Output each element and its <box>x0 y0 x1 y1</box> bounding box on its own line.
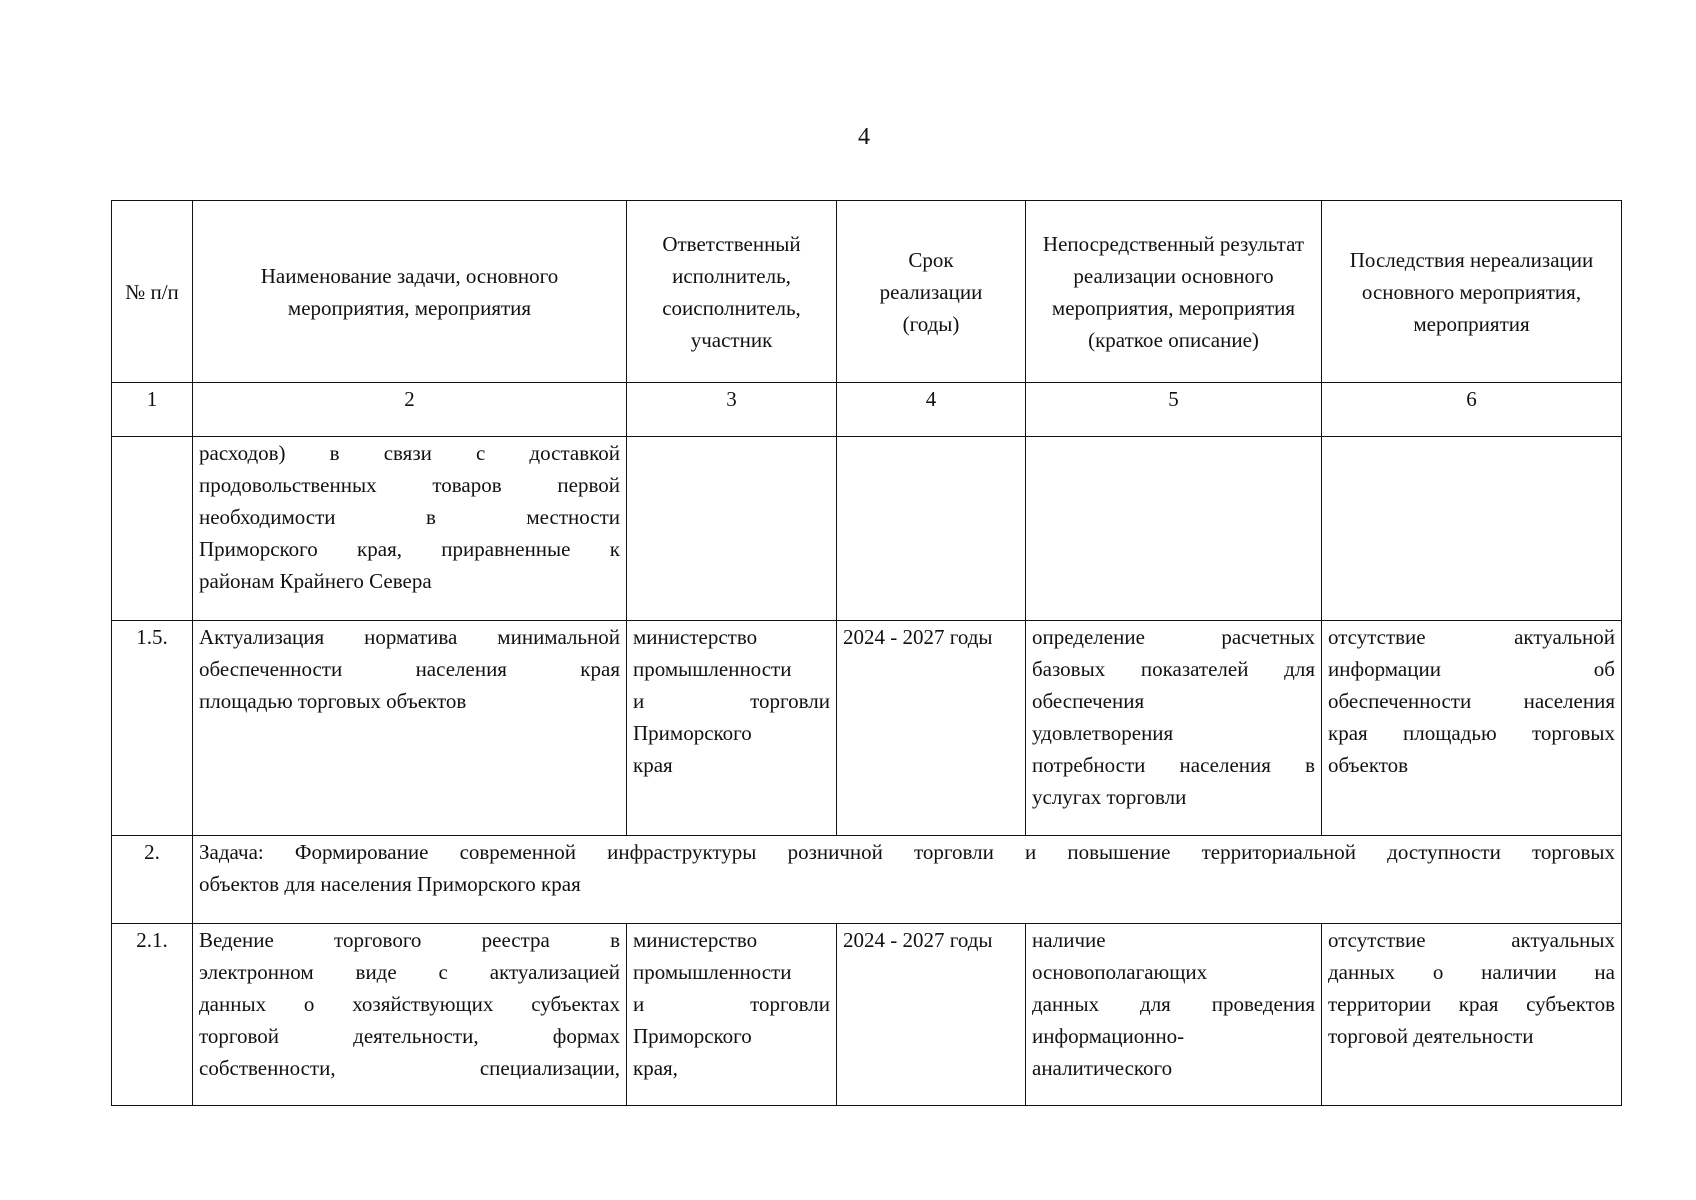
column-number: 6 <box>1322 383 1622 437</box>
text-line: торговой деятельности <box>1328 1024 1534 1048</box>
text-line: информации об <box>1328 657 1615 681</box>
task-name-cell <box>193 437 627 621</box>
table-row-2 <box>112 836 1622 924</box>
text-line: объектов <box>1328 753 1409 777</box>
row-number-cell: 2. <box>112 836 193 924</box>
activities-table <box>111 200 1622 1106</box>
text-line: основополагающих <box>1032 960 1208 984</box>
text-line: расходов) в связи с доставкой <box>199 441 620 465</box>
text-line: края, <box>633 1056 678 1080</box>
text-line: районам Крайнего Севера <box>199 569 432 593</box>
text-line: обеспеченности населения края <box>199 657 620 681</box>
header-consequences: Последствия нереализации основного мероприятия, мероприятия <box>1322 201 1622 383</box>
column-number: 3 <box>627 383 837 437</box>
executor-cell <box>627 437 837 621</box>
text-line: продовольственных товаров первой <box>199 473 620 497</box>
result-cell <box>1026 621 1322 836</box>
text-line: министерство <box>633 625 758 649</box>
row-number-cell: 2.1. <box>112 924 193 1106</box>
table-row-continuation <box>112 437 1622 621</box>
column-number: 2 <box>193 383 627 437</box>
text-line: базовых показателей для <box>1032 657 1315 681</box>
text-line: Приморского <box>633 721 752 745</box>
text-line: промышленности <box>633 960 792 984</box>
text-line: аналитического <box>1032 1056 1173 1080</box>
result-cell <box>1026 437 1322 621</box>
column-number: 4 <box>837 383 1026 437</box>
text-line: данных о наличии на <box>1328 960 1615 984</box>
row-number-cell: 1.5. <box>112 621 193 836</box>
header-task-name: Наименование задачи, основного мероприятия, мероприятия <box>193 201 627 383</box>
result-cell <box>1026 924 1322 1106</box>
table-row-1-5 <box>112 621 1622 836</box>
consequences-cell <box>1322 437 1622 621</box>
text-line: и торговли <box>633 992 830 1016</box>
text-line: наличие <box>1032 928 1106 952</box>
column-number: 5 <box>1026 383 1322 437</box>
text-line: края площадью торговых <box>1328 721 1615 745</box>
executor-cell <box>627 924 837 1106</box>
text-line: услугах торговли <box>1032 785 1187 809</box>
consequences-cell <box>1322 924 1622 1106</box>
term-cell: 2024 - 2027 годы <box>837 621 1026 836</box>
header-executor: Ответственный исполнитель, соисполнитель, участник <box>627 201 837 383</box>
text-line: электронном виде с актуализацией <box>199 960 620 984</box>
text-line: территории края субъектов <box>1328 992 1615 1016</box>
task-heading-cell <box>193 836 1622 924</box>
text-line: данных для проведения <box>1032 992 1315 1016</box>
text-line: министерство <box>633 928 758 952</box>
task-name-cell <box>193 621 627 836</box>
task-name-cell <box>193 924 627 1106</box>
column-numbers-row <box>112 383 1622 437</box>
text-line: собственности, специализации, <box>199 1056 620 1080</box>
header-term: Срок реализации (годы) <box>837 201 1026 383</box>
row-number-cell <box>112 437 193 621</box>
text-line: Приморского края, приравненные к <box>199 537 620 561</box>
text-line: объектов для населения Приморского края <box>199 872 581 896</box>
term-cell: 2024 - 2027 годы <box>837 924 1026 1106</box>
text-line: информационно- <box>1032 1024 1185 1048</box>
text-line: края <box>633 753 673 777</box>
executor-cell <box>627 621 837 836</box>
text-line: обеспеченности населения <box>1328 689 1615 713</box>
text-line: отсутствие актуальных <box>1328 928 1615 952</box>
text-line: определение расчетных <box>1032 625 1315 649</box>
text-line: необходимости в местности <box>199 505 620 529</box>
page-number: 4 <box>858 124 870 150</box>
header-result: Непосредственный результат реализации основного мероприятия, мероприятия (краткое описание) <box>1026 201 1322 383</box>
consequences-cell <box>1322 621 1622 836</box>
text-line: Приморского <box>633 1024 752 1048</box>
text-line: и торговли <box>633 689 830 713</box>
text-line: отсутствие актуальной <box>1328 625 1615 649</box>
text-line: потребности населения в <box>1032 753 1315 777</box>
text-line: Задача: Формирование современной инфраструктуры розничной торговли и повышение территориальной доступности торговых <box>199 840 1615 864</box>
text-line: промышленности <box>633 657 792 681</box>
column-number: 1 <box>112 383 193 437</box>
text-line: обеспечения <box>1032 689 1145 713</box>
header-number: № п/п <box>112 201 193 383</box>
text-line: площадью торговых объектов <box>199 689 467 713</box>
term-cell <box>837 437 1026 621</box>
text-line: торговой деятельности, формах <box>199 1024 620 1048</box>
text-line: данных о хозяйствующих субъектах <box>199 992 620 1016</box>
table-row-2-1 <box>112 924 1622 1106</box>
text-line: Ведение торгового реестра в <box>199 928 620 952</box>
table-header-row <box>112 201 1622 383</box>
text-line: удовлетворения <box>1032 721 1174 745</box>
text-line: Актуализация норматива минимальной <box>199 625 620 649</box>
